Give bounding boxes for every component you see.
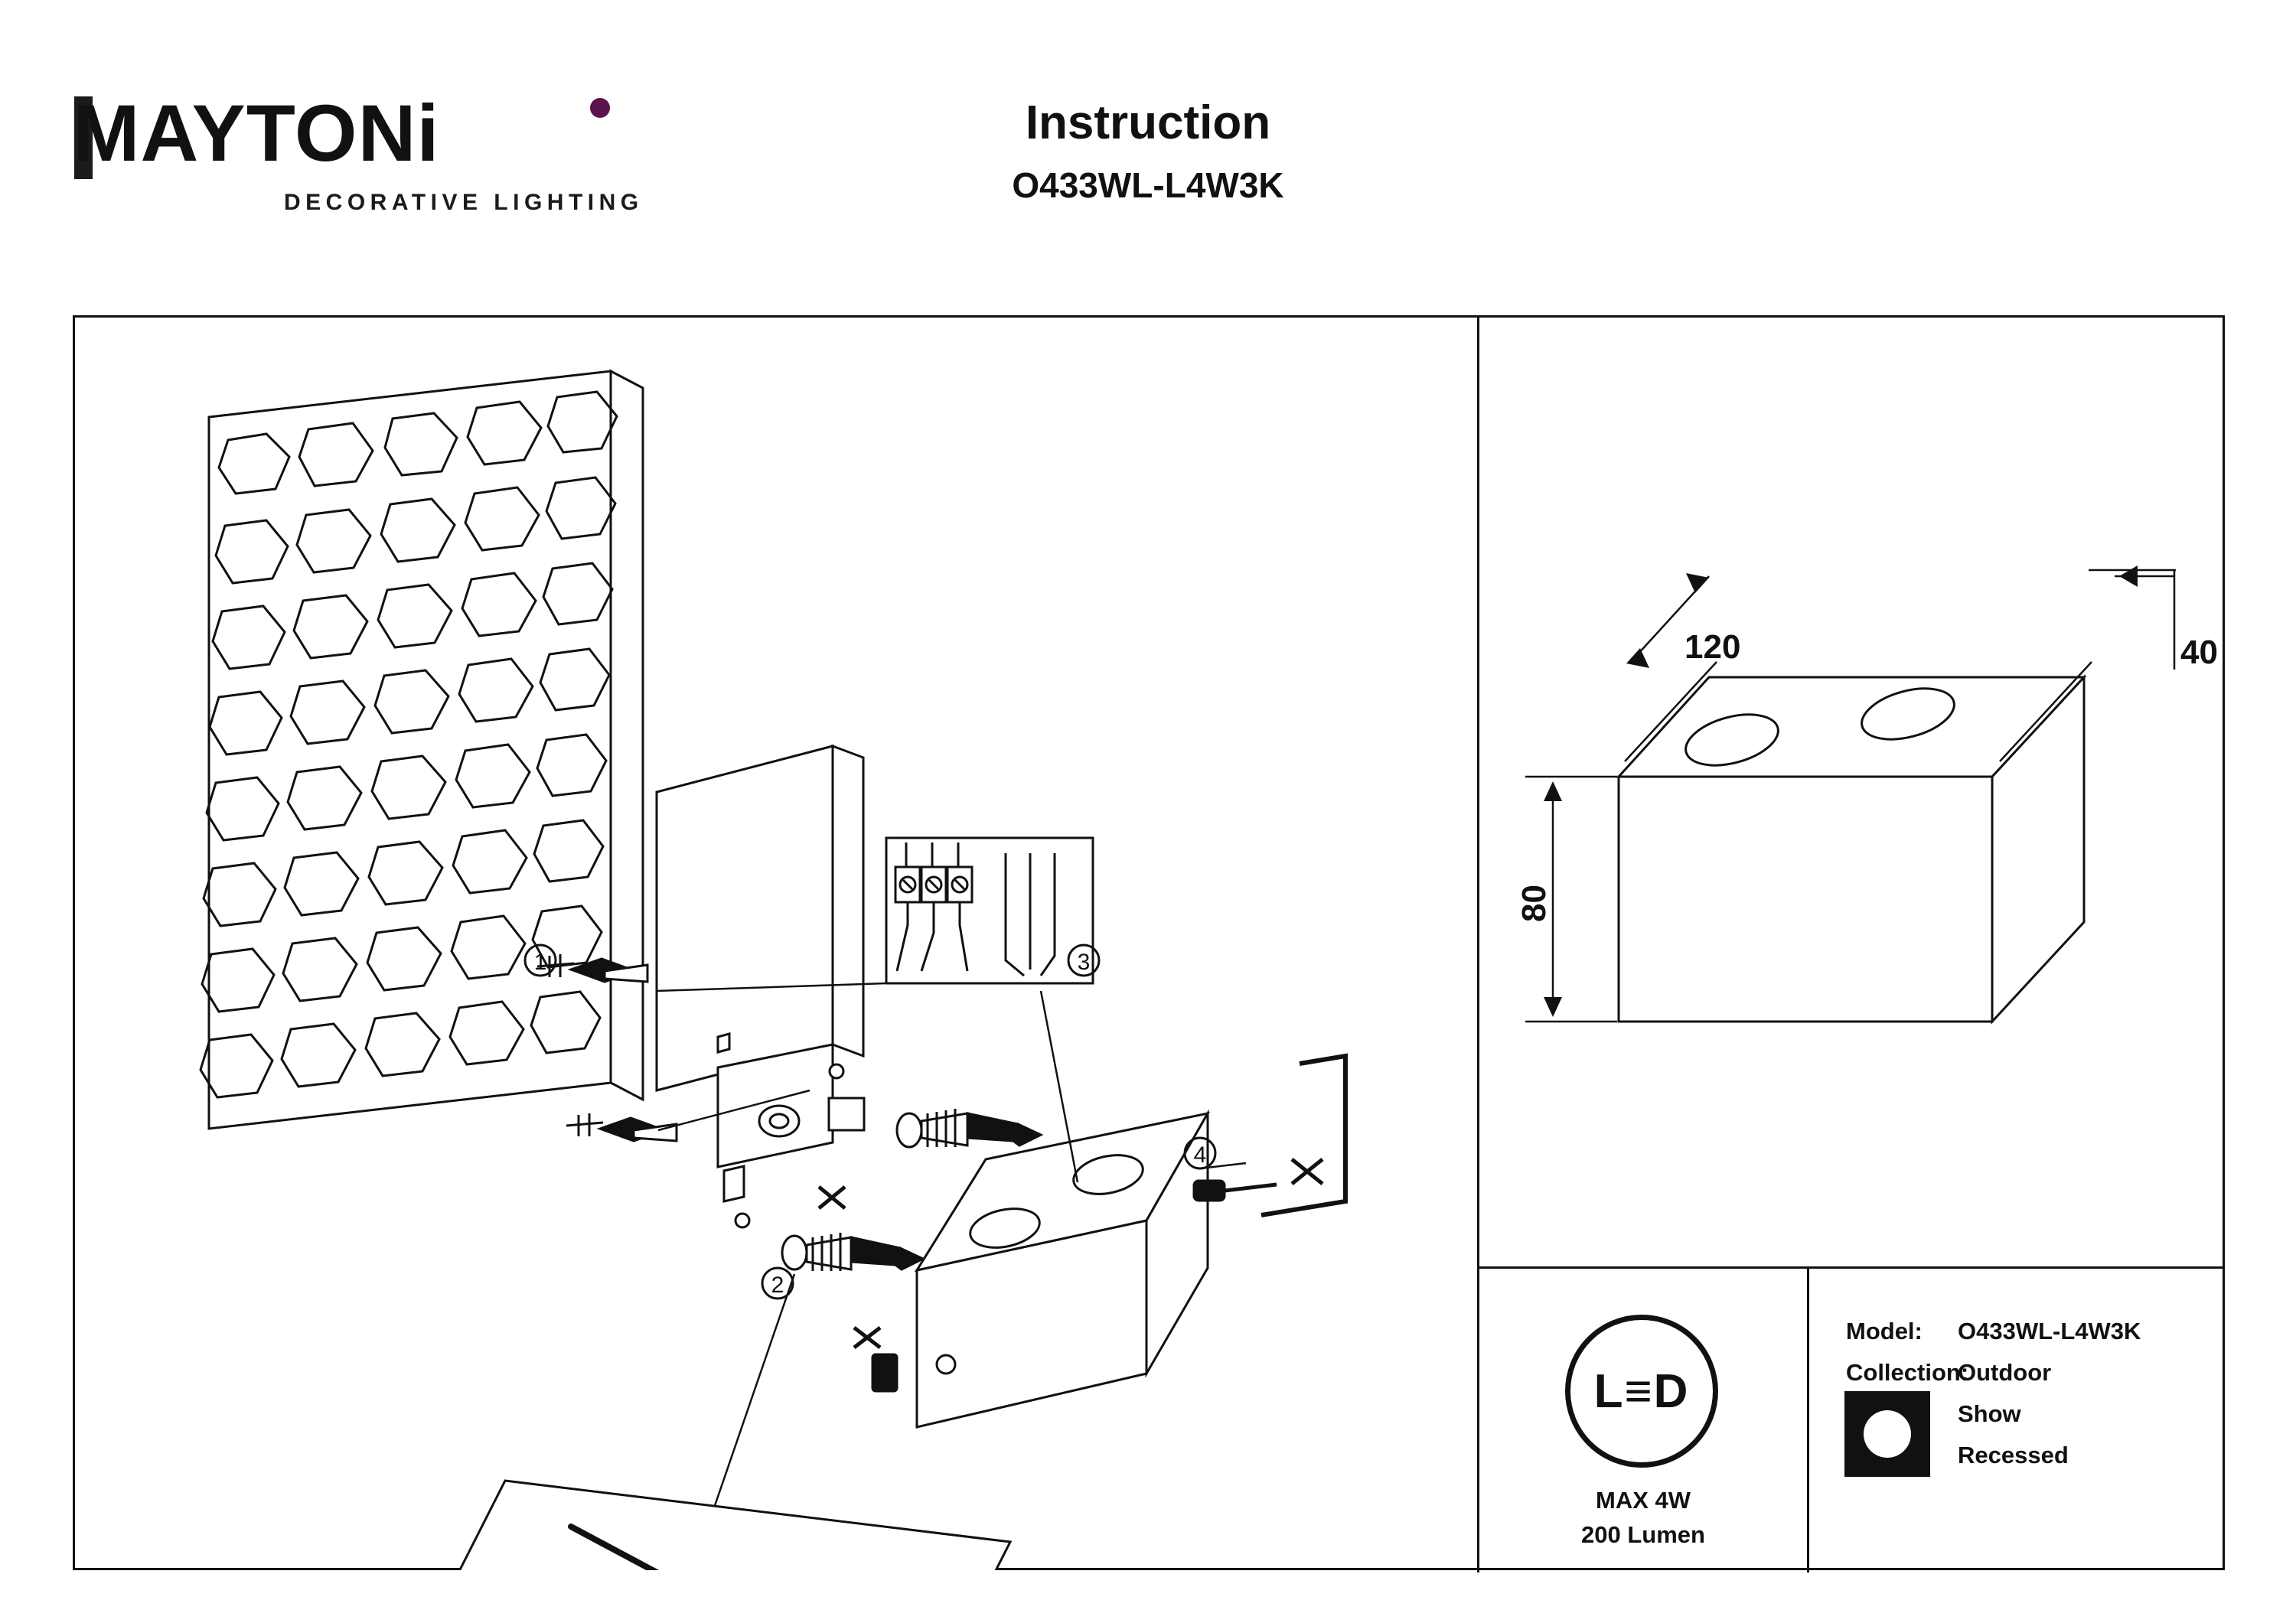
cross-screw-icon-4 [1292, 1159, 1322, 1184]
page-header [0, 0, 2296, 268]
mount-type-value: Show [1958, 1400, 2021, 1427]
led-lumen: 200 Lumen [1581, 1521, 1705, 1548]
svg-text:3: 3 [1077, 950, 1091, 975]
collection-value: Outdoor [1958, 1359, 2052, 1386]
logo-tagline: DECORATIVE LIGHTING [284, 190, 644, 215]
grub-screw-part [872, 1354, 897, 1391]
instruction-frame [73, 315, 2225, 1570]
page-title: Instruction [1025, 96, 1271, 149]
model-label: Model: [1846, 1318, 1923, 1344]
svg-text:4: 4 [1193, 1142, 1207, 1168]
maytoni-logo [73, 89, 644, 222]
led-max-power: MAX 4W [1596, 1487, 1691, 1514]
led-spec-block [1479, 1269, 1807, 1570]
collection-label: Collection: [1846, 1359, 1969, 1386]
grub-pin-graphic [1194, 1181, 1277, 1201]
svg-text:2: 2 [771, 1273, 784, 1298]
logo-dot-icon [590, 98, 610, 118]
screw-anchor-lower [782, 1233, 923, 1271]
allen-key-graphic [1261, 1056, 1345, 1215]
dimension-depth [2089, 565, 2176, 670]
screw-anchor-upper [897, 1109, 1041, 1147]
dimension-drawing [1479, 318, 2225, 1264]
assembly-illustration [75, 318, 1477, 1570]
product-3d-box [1619, 677, 2084, 1022]
page-model-code: O433WL-L4W3K [1012, 165, 1284, 205]
logo-wordmark: MAYTONi [73, 89, 440, 178]
model-value: O433WL-L4W3K [1958, 1318, 2141, 1344]
recessed-icon-aperture [1864, 1410, 1911, 1458]
svg-text:1: 1 [533, 950, 547, 975]
dimension-depth-label: 40 [2180, 634, 2218, 671]
stone-wall-graphic [201, 371, 643, 1129]
install-type-value: Recessed [1958, 1442, 2069, 1468]
recessed-mount-icon [1844, 1391, 1930, 1477]
screwdriver-graphic [396, 1481, 1010, 1570]
led-badge-label: L≡D [1593, 1365, 1690, 1418]
luminaire-body-graphic [917, 1113, 1208, 1427]
dimension-height-label: 80 [1515, 885, 1553, 922]
dimension-width-label: 120 [1684, 628, 1741, 666]
wire-connector-lower [566, 1113, 677, 1141]
terminal-block-inset [886, 838, 1093, 983]
product-info-block [1809, 1269, 2225, 1570]
